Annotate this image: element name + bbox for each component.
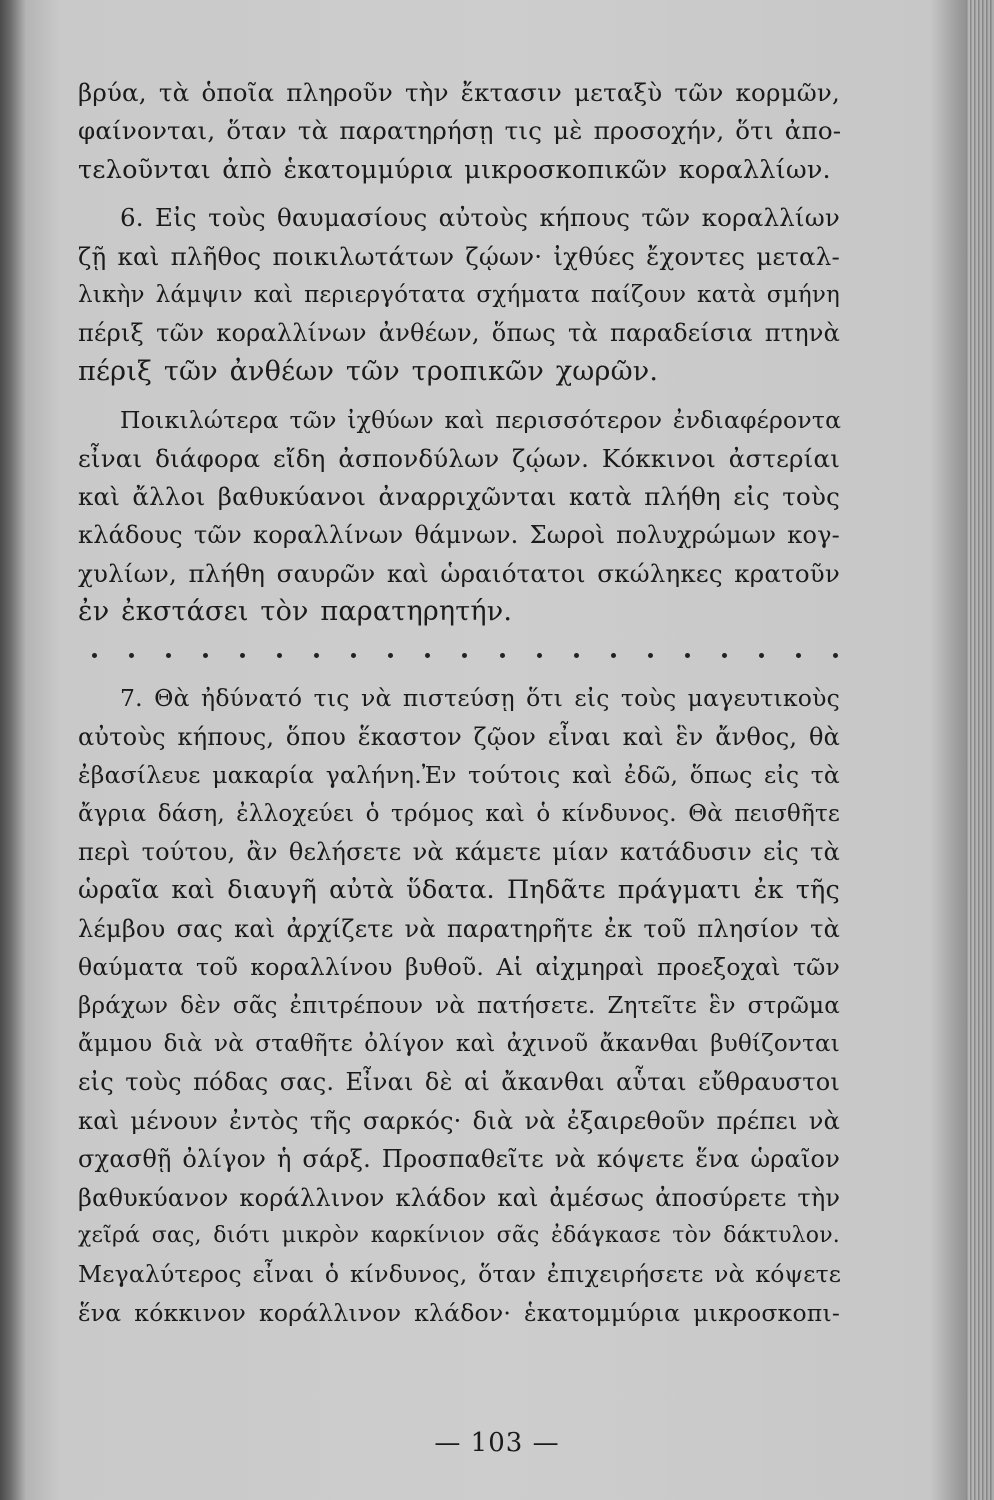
text-line: θαύματα τοῦ κοραλλίνου βυθοῦ. Αἱ αἰχμηραὶ προεξοχαὶ τῶν (78, 953, 840, 982)
text-line: ἄμμου διὰ νὰ σταθῆτε ὀλίγον καὶ ἀχινοῦ ἄκανθαι βυθίζονται (78, 1030, 840, 1057)
text-line: ἐβασίλευε μακαρία γαλήνη.Ἐν τούτοις καὶ ἐδῶ, ὅπως εἰς τὰ (78, 761, 840, 790)
paragraph-continuation (78, 74, 840, 189)
text-line: ἄγρια δάση, ἐλλοχεύει ὁ τρόμος καὶ ὁ κίνδυνος. Θὰ πεισθῆτε (78, 800, 840, 827)
text-line: καὶ μένουν ἐντὸς τῆς σαρκός· διὰ νὰ ἐξαιρεθοῦν πρέπει νὰ (78, 1106, 840, 1135)
text-line: ἕνα κόκκινον κοράλλινον κλάδον· ἑκατομμύρια μικροσκοπι- (78, 1298, 840, 1327)
divider-dot (611, 653, 616, 658)
text-line: χεῖρά σας, διότι μικρὸν καρκίνιον σᾶς ἐδάγκασε τὸν δάκτυλον. (78, 1222, 840, 1248)
divider-dot (277, 653, 282, 658)
text-line: βαθυκύανον κοράλλινον κλάδον καὶ ἀμέσως ἀποσύρετε τὴν (78, 1183, 841, 1212)
divider-dot (462, 653, 467, 658)
text-line: βράχων δὲν σᾶς ἐπιτρέπουν νὰ πατήσετε. Ζητεῖτε ἓν στρῶμα (78, 992, 840, 1019)
divider-dot (240, 653, 245, 658)
divider-dot (759, 653, 764, 658)
divider-dot (388, 653, 393, 658)
paragraph-gap (78, 391, 840, 401)
text-line: Μεγαλύτερος εἶναι ὁ κίνδυνος, ὅταν ἐπιχειρήσετε νὰ κόψετε (78, 1260, 842, 1289)
text-line: τελοῦνται ἀπὸ ἑκατομμύρια μικροσκοπικῶν κοραλλίων. (78, 154, 831, 185)
paragraph-7 (78, 679, 840, 1332)
text-line: 6. Εἰς τοὺς θαυμασίους αὐτοὺς κήπους τῶν κοραλλίων (120, 203, 840, 233)
text-line: λικὴν λάμψιν καὶ περιεργότατα σχήματα παίζουν κατὰ σμήνη (78, 281, 840, 308)
text-line: σχασθῇ ὀλίγον ἡ σάρξ. Προσπαθεῖτε νὰ κόψετε ἕνα ὡραῖον (78, 1145, 840, 1174)
body-text (78, 74, 840, 1332)
text-line: κλάδους τῶν κοραλλίνων θάμνων. Σωροὶ πολυχρώμων κογ- (78, 521, 840, 550)
text-line: βρύα, τὰ ὁποῖα πληροῦν τὴν ἔκτασιν μεταξὺ τῶν κορμῶν, (78, 78, 840, 107)
paragraph-6 (78, 199, 840, 391)
divider-dot (500, 653, 505, 658)
text-line: ἐν ἐκστάσει τὸν παρατηρητήν. (78, 596, 513, 628)
text-line: ὡραῖα καὶ διαυγῆ αὐτὰ ὕδατα. Πηδᾶτε πράγματι ἐκ τῆς (78, 875, 840, 906)
divider-dot (537, 653, 542, 658)
page-edge-shadow (966, 0, 994, 1500)
text-line: περὶ τούτου, ἂν θελήσετε νὰ κάμετε μίαν κατάδυσιν εἰς τὰ (78, 838, 840, 867)
text-line: χυλίων, πλήθη σαυρῶν καὶ ὡραιότατοι σκώληκες κρατοῦν (78, 558, 840, 588)
text-line: καὶ ἄλλοι βαθυκύανοι ἀναρριχῶνται κατὰ πλήθη εἰς τοὺς (78, 481, 840, 511)
divider-dot (92, 653, 97, 658)
text-line: Ποικιλώτερα τῶν ἰχθύων καὶ περισσότερον ἐνδιαφέροντα (120, 406, 842, 435)
divider-dot (203, 653, 208, 658)
text-line: ζῇ καὶ πλῆθος ποικιλωτάτων ζῴων· ἰχθύες ἔχοντες μεταλ- (78, 241, 840, 271)
text-line: πέριξ τῶν ἀνθέων τῶν τροπικῶν χωρῶν. (78, 355, 659, 387)
divider-dot (833, 653, 838, 658)
text-line: φαίνονται, ὅταν τὰ παρατηρήσῃ τις μὲ προσοχήν, ὅτι ἀπο- (78, 116, 842, 146)
text-line: 7. Θὰ ἠδύνατό τις νὰ πιστεύσῃ ὅτι εἰς τοὺς μαγευτικοὺς (120, 684, 840, 713)
paragraph-gap (78, 189, 840, 199)
divider-dot (685, 653, 690, 658)
divider-dot (425, 653, 430, 658)
divider-dot (129, 653, 134, 658)
divider-dot (314, 653, 319, 658)
divider-dot (648, 653, 653, 658)
text-line: λέμβου σας καὶ ἀρχίζετε νὰ παρατηρῆτε ἐκ τοῦ πλησίον τὰ (78, 914, 840, 943)
divider-dot (722, 653, 727, 658)
divider-dot (574, 653, 579, 658)
ellipsis-divider (78, 635, 840, 675)
paragraph-invertebrates (78, 401, 840, 631)
text-line: πέριξ τῶν κοραλλίνων ἀνθέων, ὅπως τὰ παραδείσια πτηνὰ (78, 319, 840, 348)
text-line: αὐτοὺς κήπους, ὅπου ἕκαστον ζῷον εἶναι καὶ ἓν ἄνθος, θὰ (78, 722, 840, 751)
text-line: εἰς τοὺς πόδας σας. Εἶναι δὲ αἱ ἄκανθαι αὗται εὔθραυστοι (78, 1068, 840, 1097)
divider-dot (796, 653, 801, 658)
page-number: — 103 — (434, 1428, 560, 1458)
divider-dot (351, 653, 356, 658)
text-line: εἶναι διάφορα εἴδη ἀσπονδύλων ζῴων. Κόκκινοι ἀστερίαι (78, 443, 840, 473)
divider-dot (166, 653, 171, 658)
